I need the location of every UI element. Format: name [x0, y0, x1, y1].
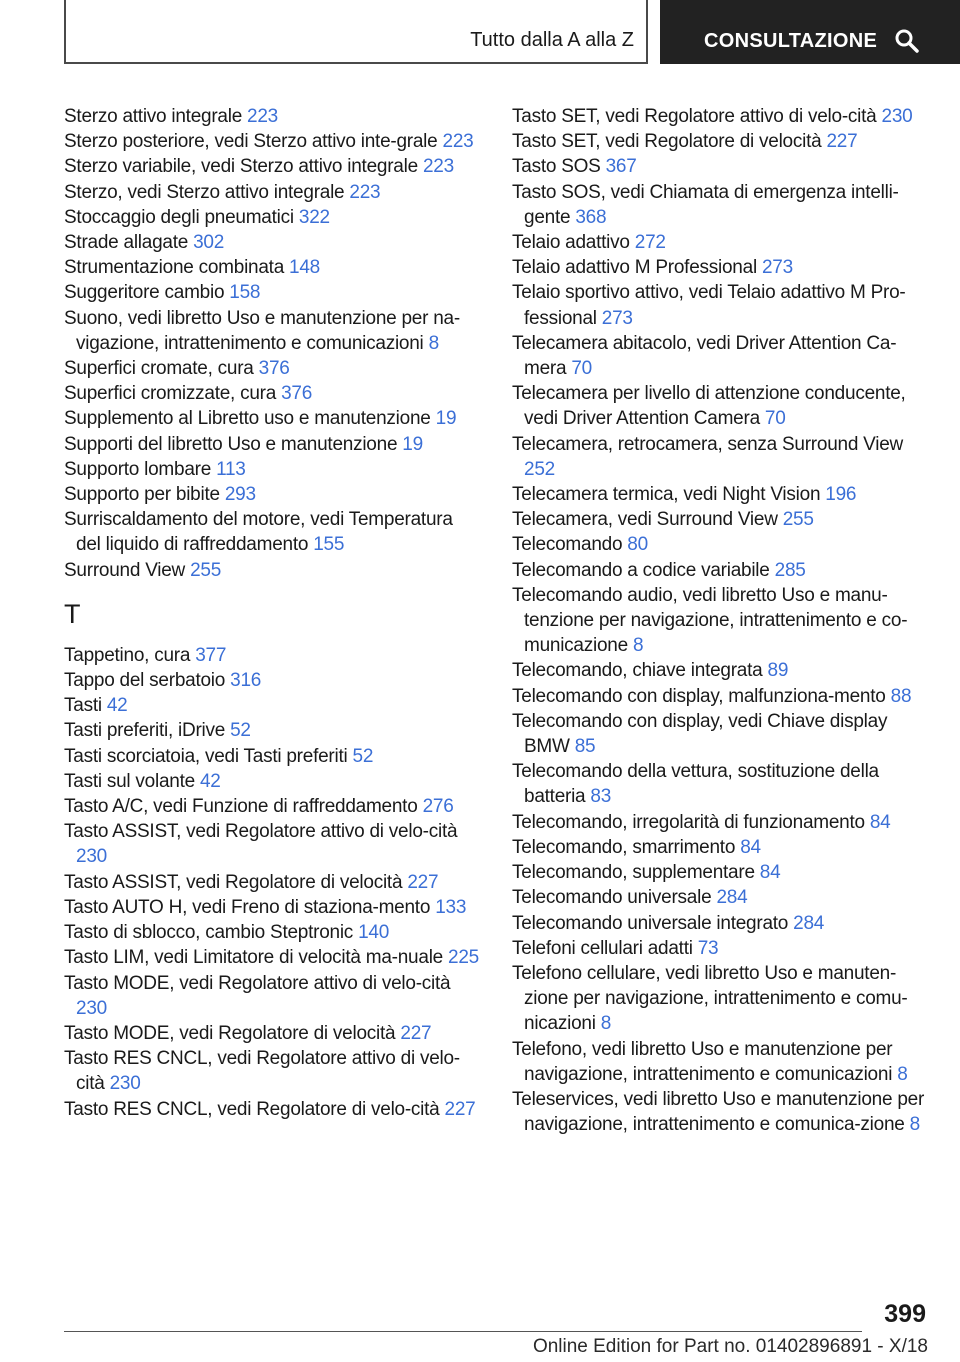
page-link[interactable]: 230: [76, 997, 107, 1019]
consult-tab[interactable]: [660, 0, 960, 64]
index-entry-text: Telaio adattivo: [512, 232, 635, 254]
index-entry: [64, 870, 479, 895]
search-icon[interactable]: [894, 28, 920, 54]
index-entry-text: Telecomando: [512, 534, 628, 556]
page-link[interactable]: 158: [229, 282, 261, 304]
index-entry-text: Telefono cellulare, vedi libretto Uso e manuten‐zione per navigazione, intrattenimento e comu‐nicazioni: [512, 962, 908, 1035]
index-entry-text: Tasto SOS, vedi Chiamata di emergenza intelli‐gente: [512, 181, 899, 228]
index-entry-text: Telecamera, retrocamera, senza Surround View: [512, 433, 904, 455]
page-link[interactable]: 140: [358, 922, 390, 944]
page-link[interactable]: 368: [575, 206, 607, 228]
index-entry-text: Tasti preferiti, iDrive: [64, 720, 231, 742]
index-entry: [512, 1037, 927, 1087]
index-entry-text: Telaio adattivo M Professional: [512, 257, 762, 279]
index-entry-text: Telecomando, smarrimento: [512, 836, 741, 858]
index-entry: [512, 129, 927, 154]
page-link[interactable]: 52: [230, 720, 251, 742]
index-entry-text: Strade allagate: [64, 232, 194, 254]
index-entry-text: Tasto MODE, vedi Regolatore attivo di velo‐cità: [64, 972, 451, 994]
index-entry-text: Supplemento al Libretto uso e manutenzione: [64, 408, 436, 430]
index-entry-text: Tasto AUTO H, vedi Freno di staziona‐mento: [64, 896, 436, 918]
page-link[interactable]: 223: [349, 181, 381, 203]
index-entry: [512, 583, 927, 659]
page-link[interactable]: 284: [793, 912, 825, 934]
page-link[interactable]: 196: [825, 484, 857, 506]
page-link[interactable]: 376: [258, 358, 290, 380]
index-entry-text: Telecomando con display, malfunziona‐mento: [512, 685, 891, 707]
index-entry-text: Telecomando universale: [512, 887, 717, 909]
index-entry-text: Tasto A/C, vedi Funzione di raffreddamento: [64, 796, 423, 818]
index-entry: [512, 885, 927, 910]
index-entry: [64, 507, 479, 557]
page-link[interactable]: 227: [407, 871, 439, 893]
index-entry: [64, 1097, 479, 1122]
index-entry-text: Tasto ASSIST, vedi Regolatore di velocità: [64, 871, 408, 893]
page-link[interactable]: 273: [761, 257, 793, 279]
index-entry: [64, 129, 479, 154]
page-link[interactable]: 230: [881, 106, 913, 127]
index-entry: [64, 971, 479, 1021]
index-entry: [64, 558, 479, 583]
index-entry-text: Telecamera, vedi Surround View: [512, 509, 783, 531]
index-entry: [64, 432, 479, 457]
index-entry: [64, 230, 479, 255]
index-entry: [512, 482, 927, 507]
index-entry-text: Telecomando, irregolarità di funzionamento: [512, 811, 870, 833]
page-link[interactable]: 322: [298, 206, 330, 228]
index-entry-text: Tasto SET, vedi Regolatore attivo di velo‐cità: [512, 106, 882, 127]
index-entry: [512, 961, 927, 1037]
index-entry: [64, 154, 479, 179]
page-link[interactable]: 85: [574, 736, 596, 758]
page-link[interactable]: 148: [289, 257, 320, 279]
page-link[interactable]: 88: [890, 685, 912, 707]
page-link[interactable]: 113: [216, 458, 246, 480]
index-entry-text: Telecomando della vettura, sostituzione della batteria: [512, 761, 879, 808]
index-group-t-continued: [512, 104, 927, 1137]
index-group-t: [64, 643, 479, 1122]
index-entry-text: Stoccaggio degli pneumatici: [64, 206, 299, 228]
index-entry: [512, 104, 927, 129]
footer-edition: Online Edition for Part no. 01402896891 - X/18: [532, 1336, 928, 1357]
index-entry-text: Sterzo, vedi Sterzo attivo integrale: [64, 181, 350, 203]
index-entry-text: Telecamera abitacolo, vedi Driver Attention Ca‐mera: [512, 332, 897, 380]
index-entry-text: Teleservices, vedi libretto Uso e manutenzione per navigazione, intrattenimento e comunica‐zione: [512, 1088, 925, 1136]
index-entry: [512, 759, 927, 809]
index-entry: [512, 507, 927, 532]
index-entry-text: Tasto di sblocco, cambio Steptronic: [64, 922, 359, 944]
index-entry: [512, 810, 927, 835]
index-entry-text: Tappetino, cura: [64, 644, 196, 666]
page-link[interactable]: 316: [230, 670, 262, 692]
index-entry-text: Supporto lombare: [64, 458, 217, 480]
page-link[interactable]: 42: [106, 695, 128, 717]
index-entry-text: Suono, vedi libretto Uso e manutenzione per na‐vigazione, intrattenimento e comunicazioni: [64, 307, 460, 354]
page-number: 399: [884, 1300, 926, 1328]
index-entry-text: Telecomando, supplementare: [512, 862, 760, 884]
index-entry-text: Superfici cromizzate, cura: [64, 383, 282, 405]
index-entry-text: Sterzo posteriore, vedi Sterzo attivo inte‐grale: [64, 131, 443, 153]
page-link[interactable]: 223: [442, 131, 474, 153]
index-entry: [64, 104, 479, 129]
page-link[interactable]: 80: [627, 534, 648, 556]
index-entry: [512, 684, 927, 709]
index-entry-text: Tappo del serbatoio: [64, 670, 231, 692]
page-link[interactable]: 227: [400, 1022, 432, 1044]
page-link[interactable]: 84: [869, 811, 891, 833]
page-link[interactable]: 252: [524, 458, 555, 480]
page-link[interactable]: 376: [281, 383, 313, 405]
page-link[interactable]: 52: [352, 745, 374, 767]
index-group-s: [64, 104, 479, 583]
index-entry-text: Tasti: [64, 695, 107, 717]
index-entry: [64, 920, 479, 945]
index-entry: [64, 1021, 479, 1046]
index-entry-text: Supporti del libretto Uso e manutenzione: [64, 433, 403, 455]
index-entry: [64, 381, 479, 406]
index-entry: [512, 658, 927, 683]
index-entry-text: Telecomando audio, vedi libretto Uso e manu‐tenzione per navigazione, intrattenimento e co‐municazione: [512, 584, 908, 657]
index-entry-text: Telecamera termica, vedi Night Vision: [512, 484, 826, 506]
page-link[interactable]: 84: [759, 862, 781, 884]
index-entry-text: Superfici cromate, cura: [64, 358, 259, 380]
index-entry-text: Strumentazione combinata: [64, 257, 290, 279]
index-entry: [64, 457, 479, 482]
index-entry-text: Tasto ASSIST, vedi Regolatore attivo di velo‐cità: [64, 821, 458, 843]
index-entry: [512, 154, 927, 179]
index-entry-text: Telecomando universale integrato: [512, 912, 794, 934]
page-link[interactable]: 293: [224, 484, 256, 506]
page-link[interactable]: 302: [193, 232, 225, 254]
index-entry: [512, 532, 927, 557]
index-entry: [64, 1046, 479, 1096]
page-link[interactable]: 8: [909, 1114, 920, 1136]
index-entry: [64, 693, 479, 718]
page-link[interactable]: 8: [428, 332, 439, 354]
index-entry-text: Telecomando con display, vedi Chiave display BMW: [512, 710, 888, 758]
index-entry: [64, 255, 479, 280]
index-entry-text: Tasto LIM, vedi Limitatore di velocità ma‐nuale: [64, 947, 449, 969]
index-entry: [64, 945, 479, 970]
index-entry: [512, 709, 927, 759]
index-entry: [64, 205, 479, 230]
index-column-left: [64, 104, 479, 1122]
page-link[interactable]: 8: [600, 1013, 612, 1035]
page-link[interactable]: 83: [590, 786, 612, 808]
index-entry-text: Telecomando, chiave integrata: [512, 660, 768, 682]
index-entry: [512, 331, 927, 381]
page-link[interactable]: 155: [313, 534, 345, 556]
page-link[interactable]: 230: [109, 1073, 141, 1095]
footer-rule: [64, 1331, 862, 1332]
page-link[interactable]: 230: [76, 846, 107, 868]
page-link[interactable]: 223: [247, 106, 278, 127]
index-entry: [512, 558, 927, 583]
header-title-box: [64, 0, 648, 64]
page-link[interactable]: 19: [435, 408, 457, 430]
index-entry: [64, 306, 479, 356]
header-title: Tutto dalla A alla Z: [470, 29, 634, 51]
index-entry: [512, 860, 927, 885]
index-entry: [512, 280, 927, 330]
index-entry: [64, 668, 479, 693]
index-entry-text: Telecomando a codice variabile: [512, 559, 775, 581]
index-entry-text: Supporto per bibite: [64, 484, 225, 506]
index-entry: [64, 895, 479, 920]
page-link[interactable]: 223: [422, 156, 454, 178]
index-entry: [512, 230, 927, 255]
index-entry-text: Tasti sul volante: [64, 770, 200, 792]
index-entry: [64, 819, 479, 869]
index-entry: [512, 180, 927, 230]
page-link[interactable]: 42: [199, 770, 221, 792]
page-link[interactable]: 70: [764, 408, 786, 430]
page-link[interactable]: 273: [601, 307, 633, 329]
index-entry: [64, 769, 479, 794]
page-link[interactable]: 272: [634, 232, 666, 254]
index-entry-text: Tasto RES CNCL, vedi Regolatore attivo di velo‐cità: [64, 1048, 460, 1095]
page-link[interactable]: 84: [740, 836, 761, 858]
page-link[interactable]: 227: [826, 131, 858, 153]
index-entry: [64, 180, 479, 205]
index-entry: [64, 718, 479, 743]
index-entry: [512, 911, 927, 936]
index-entry: [512, 432, 927, 482]
index-entry-text: Telefoni cellulari adatti: [512, 937, 698, 959]
page-link[interactable]: 225: [448, 947, 479, 969]
index-entry: [512, 381, 927, 431]
index-entry: [64, 356, 479, 381]
page-link[interactable]: 19: [402, 433, 423, 455]
index-entry-text: Tasto SOS: [512, 156, 606, 178]
page-link[interactable]: 89: [767, 660, 789, 682]
index-entry: [64, 280, 479, 305]
index-entry: [512, 936, 927, 961]
page-link[interactable]: 284: [716, 887, 748, 909]
index-entry-text: Surriscaldamento del motore, vedi Temperatura del liquido di raffreddamento: [64, 509, 453, 556]
index-entry-text: Tasto MODE, vedi Regolatore di velocità: [64, 1022, 401, 1044]
index-entry: [64, 643, 479, 668]
index-entry-text: Surround View: [64, 559, 191, 581]
page-link[interactable]: 367: [605, 156, 637, 178]
page-link[interactable]: 133: [435, 896, 467, 918]
page-link[interactable]: 70: [571, 358, 592, 380]
index-entry: [64, 406, 479, 431]
index-entry-text: Tasti scorciatoia, vedi Tasti preferiti: [64, 745, 353, 767]
index-entry: [512, 255, 927, 280]
page-link[interactable]: 73: [697, 937, 719, 959]
index-entry-text: Telefono, vedi libretto Uso e manutenzione per navigazione, intrattenimento e comunicazioni: [512, 1038, 898, 1085]
page-link[interactable]: 227: [444, 1098, 476, 1120]
page-link[interactable]: 276: [422, 796, 454, 818]
index-entry-text: Sterzo attivo integrale: [64, 106, 248, 127]
index-entry: [64, 482, 479, 507]
index-entry-text: Telaio sportivo attivo, vedi Telaio adattivo M Pro‐fessional: [512, 282, 906, 329]
index-entry-text: Telecamera per livello di attenzione conducente, vedi Driver Attention Camera: [512, 383, 906, 430]
section-letter: T: [64, 598, 81, 629]
page-link[interactable]: 377: [195, 644, 227, 666]
index-column-right: [512, 104, 927, 1137]
page-link[interactable]: 255: [782, 509, 814, 531]
consult-label: CONSULTAZIONE: [704, 30, 878, 52]
page-link[interactable]: 8: [632, 635, 644, 657]
index-entry: [64, 794, 479, 819]
page-link[interactable]: 8: [897, 1063, 908, 1085]
index-entry-text: Suggeritore cambio: [64, 282, 230, 304]
index-entry: [64, 744, 479, 769]
index-entry-text: Sterzo variabile, vedi Sterzo attivo integrale: [64, 156, 423, 178]
page-link[interactable]: 285: [774, 559, 806, 581]
index-entry: [512, 835, 927, 860]
index-entry-text: Tasto RES CNCL, vedi Regolatore di velo‐cità: [64, 1098, 445, 1120]
page-link[interactable]: 255: [190, 559, 222, 581]
index-entry: [512, 1087, 927, 1137]
index-entry-text: Tasto SET, vedi Regolatore di velocità: [512, 131, 827, 153]
